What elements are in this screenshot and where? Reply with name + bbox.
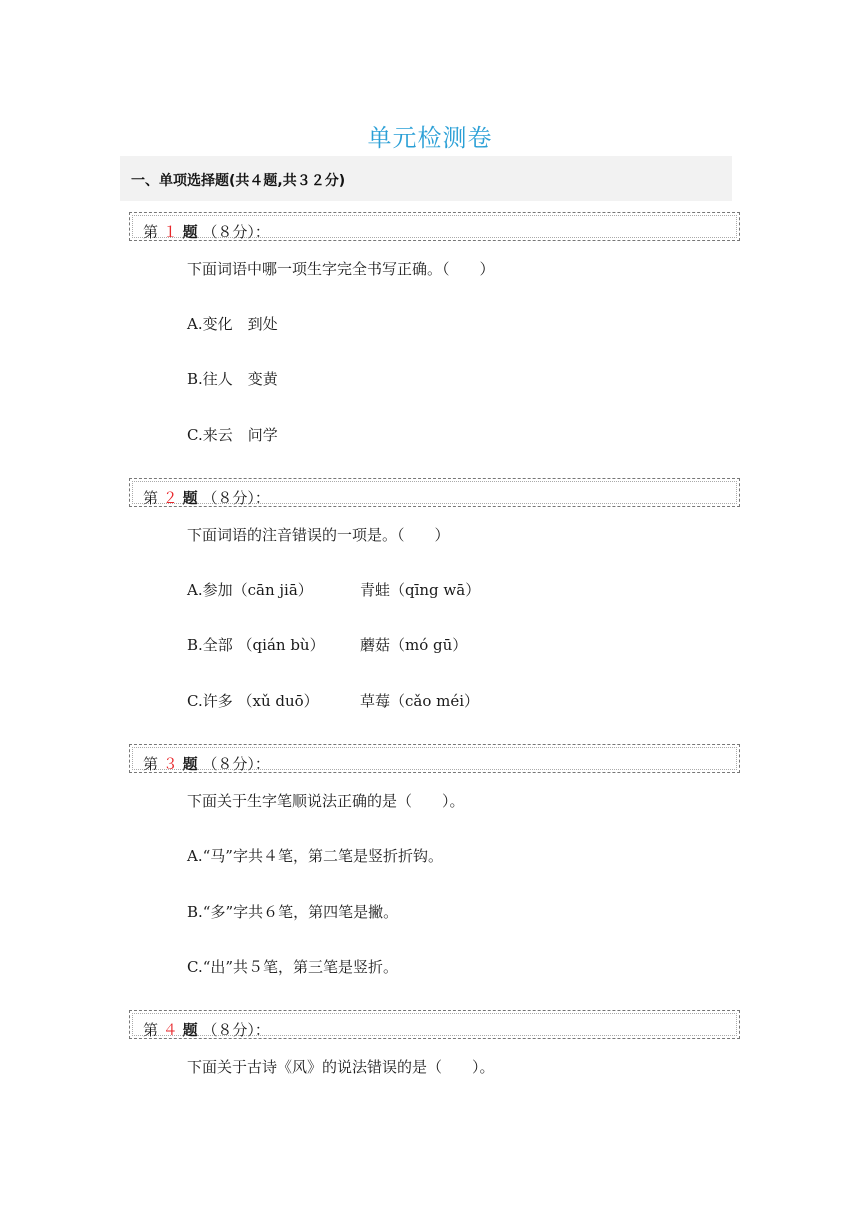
question-2-option-c-part1: C.许多 （xǔ duō） [187,692,319,710]
section-title: 一、单项选择题(共４题,共３２分) [131,173,346,189]
question-2-label [143,487,270,508]
question-3-header [129,744,740,773]
question-3-option-c: C.“出”共５笔，第三笔是竖折。 [187,958,399,976]
question-4-stem: 下面关于古诗《风》的说法错误的是（ ）。 [187,1058,495,1076]
question-score: （８分）： [202,489,270,507]
page-title: 单元检测卷 [367,124,493,152]
question-3-label [143,753,270,774]
question-word: 题 [182,755,198,773]
question-score: （８分）： [202,1021,270,1039]
question-4-label [143,1019,270,1040]
question-2-header [129,478,740,507]
question-prefix: 第 [143,223,159,241]
question-2-option-a-part1: A.参加（cān jiā） [187,581,313,599]
question-number: ２ [162,489,178,507]
question-number: ３ [162,755,178,773]
question-number: ４ [162,1021,178,1039]
question-1-stem: 下面词语中哪一项生字完全书写正确。（ ） [187,260,495,278]
question-4-header [129,1010,740,1039]
question-3-option-b: B.“多”字共６笔，第四笔是撇。 [187,903,399,921]
question-score: （８分）： [202,755,270,773]
question-3-option-a: A.“马”字共４笔，第二笔是竖折折钩。 [187,847,443,865]
question-1-header [129,212,740,241]
question-number: １ [162,223,178,241]
question-word: 题 [182,1021,198,1039]
question-score: （８分）： [202,223,270,241]
question-prefix: 第 [143,755,159,773]
question-1-option-c: C.来云 问学 [187,426,278,444]
question-3-stem: 下面关于生字笔顺说法正确的是（ ）。 [187,792,465,810]
section-header [120,156,732,201]
question-word: 题 [182,489,198,507]
question-word: 题 [182,223,198,241]
question-2-option-b-part2: 蘑菇（mó gū） [360,636,468,654]
question-2-option-b-part1: B.全部 （qián bù） [187,636,325,654]
question-1-label [143,221,270,242]
question-1-option-a: A.变化 到处 [187,315,278,333]
question-prefix: 第 [143,1021,159,1039]
question-prefix: 第 [143,489,159,507]
question-2-stem: 下面词语的注音错误的一项是。（ ） [187,526,450,544]
question-2-option-a-part2: 青蛙（qīng wā） [360,581,481,599]
question-2-option-c-part2: 草莓（cǎo méi） [360,692,480,710]
question-1-option-b: B.往人 变黄 [187,370,278,388]
